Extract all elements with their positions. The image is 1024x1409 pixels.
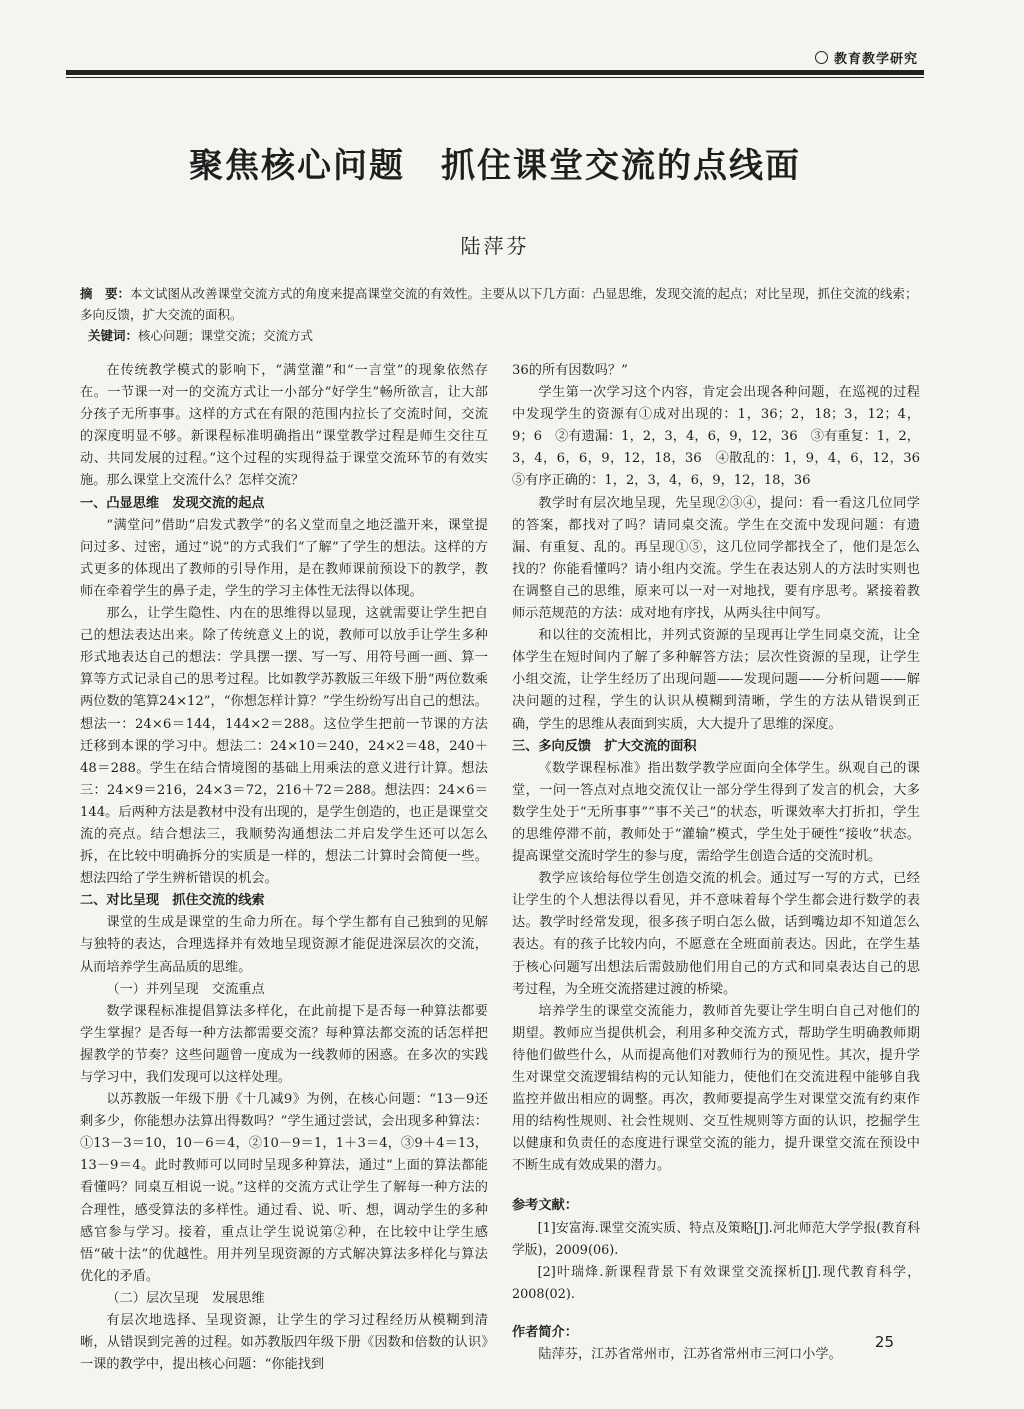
right-column (512, 360, 934, 1366)
abstract-label: 摘 要： (80, 286, 131, 301)
paragraph: 有层次地选择、呈现资源，让学生的学习过程经历从模糊到清晰，从错误到完善的过程。如苏教版四年级下册《因数和倍数的认识》一课的教学中，提出核心问题：“你能找到 (80, 1313, 488, 1373)
abstract-text: 本文试图从改善课堂交流方式的角度来提高课堂交流的有效性。主要从以下几方面：凸显思维，发现交流的起点；对比呈现，抓住交流的线索；多向反馈，扩大交流的面积。 (80, 286, 918, 322)
author-bio: 陆萍芬，江苏省常州市，江苏省常州市三河口小学。 (538, 1347, 842, 1363)
left-column (80, 360, 488, 1376)
paragraph: 学生第一次学习这个内容，肯定会出现各种问题，在巡视的过程中发现学生的资源有①成对出现的：1，36；2，18；3，12；4，9；6 ②有遗漏：1，2，3，4，6，9，12，36 ③有重复：1，2，3，4，6，6，9，12，18，36 ④散乱的：1，9，4，6，12，36 ⑤有序正确的：1，2，3，4，6，9，12，18，36 (512, 385, 934, 489)
author-bio-title: 作者简介： (512, 1324, 578, 1340)
keywords-label: 关键词： (87, 328, 138, 343)
paragraph: 教学应该给每位学生创造交流的机会。通过写一写的方式，已经让学生的个人想法得以看见，并不意味着每个学生都会进行数学的表达。教学时经常发现，很多孩子明白怎么做，话到嘴边却不知道怎么表达。有的孩子比较内向，不愿意在全班面前表达。因此，在学生基于核心问题写出想法后需鼓励他们用自己的方式和同桌表达自己的思考过程，为全班交流搭建过渡的桥梁。 (512, 871, 920, 997)
paragraph: 培养学生的课堂交流能力，教师首先要让学生明白自己对他们的期望。教师应当提供机会，利用多种交流方式，帮助学生明确教师期待他们做些什么，从而提高他们对教师行为的预见性。其次，提升学生对课堂交流逻辑结构的元认知能力，使他们在交流进程中能够自我监控并做出相应的调整。再次，教师要提高学生对课堂交流有约束作用的结构性规则、社会性规则、交互性规则等方面的认识，挖掘学生以健康和负责任的态度进行课堂交流的能力，提升课堂交流在预设中不断生成有效成果的潜力。 (512, 1003, 920, 1174)
keywords-text: 核心问题；课堂交流；交流方式 (137, 328, 313, 343)
keywords (80, 325, 918, 346)
abstract (80, 283, 918, 325)
section-heading: 二、对比呈现 抓住交流的线索 (80, 893, 265, 909)
paragraph: 课堂的生成是课堂的生命力所在。每个学生都有自己独到的见解与独特的表达，合理选择并有效地呈现资源才能促进深层次的交流，从而培养学生高品质的思维。 (80, 915, 488, 975)
section-heading: 一、凸显思维 发现交流的起点 (80, 495, 265, 511)
section-label: 教育教学研究 (833, 52, 918, 67)
circle-icon (815, 51, 828, 64)
paragraph: 《数学课程标准》指出数学教学应面向全体学生。纵观自己的课堂，一问一答点对点地交流仅让一部分学生得到了发言的机会，大多数学生处于“无所事事”“事不关己”的状态，听课效率大打折扣，学生的思维停滞不前，教师处于“灌输”模式，学生处于硬性“接收”状态。提高课堂交流时学生的参与度，需给学生创造合适的交流时机。 (512, 760, 920, 865)
header-rule-thin (66, 77, 924, 78)
header-rule (66, 70, 924, 75)
paragraph: 数学课程标准提倡算法多样化，在此前提下是否每一种算法都要学生掌握？是否每一种方法都需要交流？每种算法都交流的话怎样把握教学的节奏？这些问题曾一度成为一线教师的困惑。在多次的实践与学习中，我们发现可以这样处理。 (80, 1003, 488, 1085)
section-header (815, 48, 918, 67)
paragraph: 以苏教版一年级下册《十几减9》为例，在核心问题：“13－9还剩多少，你能想办法算出得数吗？”学生通过尝试，会出现多种算法：①13－3＝10，10－6＝4，②10－9＝1，1＋3＝4，③9＋4＝13，13－9＝4。此时教师可以同时呈现多种算法，通过“上面的算法都能看懂吗？同桌互相说一说。”这样的交流方式让学生了解每一种方法的合理性，感受算法的多样性。通过看、说、听、想，调动学生的多种感官参与学习。接着，重点让学生说说第②种，在比较中让学生感悟“破十法”的优越性。用并列呈现资源的方式解决算法多样化与算法优化的矛盾。 (80, 1092, 488, 1284)
subsection-heading: （二）层次呈现 发展思维 (106, 1290, 265, 1306)
paragraph: 那么，让学生隐性、内在的思维得以显现，这就需要让学生把自己的想法表达出来。除了传统意义上的说，教师可以放手让学生多种形式地表达自己的想法：学具摆一摆、写一写、用符号画一画、算一算等方式记录自己的思考过程。比如教学苏教版三年级下册“两位数乘两位数的笔算24×12”，“你想怎样计算？”学生纷纷写出自己的想法。想法一：24×6＝144，144×2＝288。这位学生把前一节课的方法迁移到本课的学习中。想法二：24×10＝240，24×2＝48，240＋48＝288。学生在结合情境图的基础上用乘法的意义进行计算。想法三：24×9＝216，24×3＝72，216＋72＝288。想法四：24×6＝144。后两种方法是教材中没有出现的，是学生创造的，也正是课堂交流的亮点。结合想法三，我顺势沟通想法二并启发学生还可以怎么拆，在比较中明确拆分的实质是一样的，想法二计算时会简便一些。想法四给了学生辨析错误的机会。 (80, 606, 488, 887)
abstract-block (80, 283, 918, 346)
subsection-heading: （一）并列呈现 交流重点 (106, 981, 265, 997)
paragraph: 在传统教学模式的影响下，“满堂灌”和“一言堂”的现象依然存在。一节课一对一的交流方式让一小部分“好学生”畅所欲言，让大部分孩子无所事事。这样的方式在有限的范围内拉长了交流时间，交流的深度明显不够。新课程标准明确指出“课堂教学过程是师生交往互动、共同发展的过程。”这个过程的实现得益于课堂交流环节的有效实施。那么课堂上交流什么？怎样交流？ (80, 363, 488, 489)
paragraph: “满堂问”借助“启发式教学”的名义堂而皇之地泛滥开来，课堂提问过多、过密，通过“说”的方式我们“了解”了学生的想法。这样的方式更多的体现出了教师的引导作用，是在教师课前预设下的教学，教师在牵着学生的鼻子走，学生的学习主体性无法得以体现。 (80, 517, 488, 599)
reference-item: [1]安富海.课堂交流实质、特点及策略[J].河北师范大学学报(教育科学版)，2009(06). (512, 1220, 920, 1258)
paragraph: 和以往的交流相比，并列式资源的呈现再让学生同桌交流，让全体学生在短时间内了解了多种解答方法；层次性资源的呈现，让学生小组交流，让学生经历了出现问题——发现问题——分析问题——解决问题的过程，学生的认识从模糊到清晰，学生的方法从错误到正确，学生的思维从表面到实质，大大提升了思维的深度。 (512, 628, 920, 732)
page-number: 25 (874, 1333, 894, 1351)
paragraph: 教学时有层次地呈现，先呈现②③④，提问：看一看这几位同学的答案，都找对了吗？请同桌交流。学生在交流中发现问题：有遗漏、有重复、乱的。再呈现①⑤，这几位同学都找全了，他们是怎么找的？你能看懂吗？请小组内交流。学生在表达别人的方法时实则也在调整自己的思维，原来可以一对一对地找，要有序思考。紧接着教师示范规范的方法：成对地有序找，从两头往中间写。 (512, 495, 920, 622)
references-title: 参考文献： (512, 1198, 578, 1214)
paragraph: 36的所有因数吗？” (512, 363, 628, 378)
section-heading: 三、多向反馈 扩大交流的面积 (512, 738, 697, 754)
article-author: 陆萍芬 (460, 234, 530, 258)
reference-item: [2]叶瑞烽.新课程背景下有效课堂交流探析[J].现代教育科学，2008(02). (512, 1264, 920, 1302)
article-title: 聚焦核心问题 抓住课堂交流的点线面 (189, 146, 801, 186)
